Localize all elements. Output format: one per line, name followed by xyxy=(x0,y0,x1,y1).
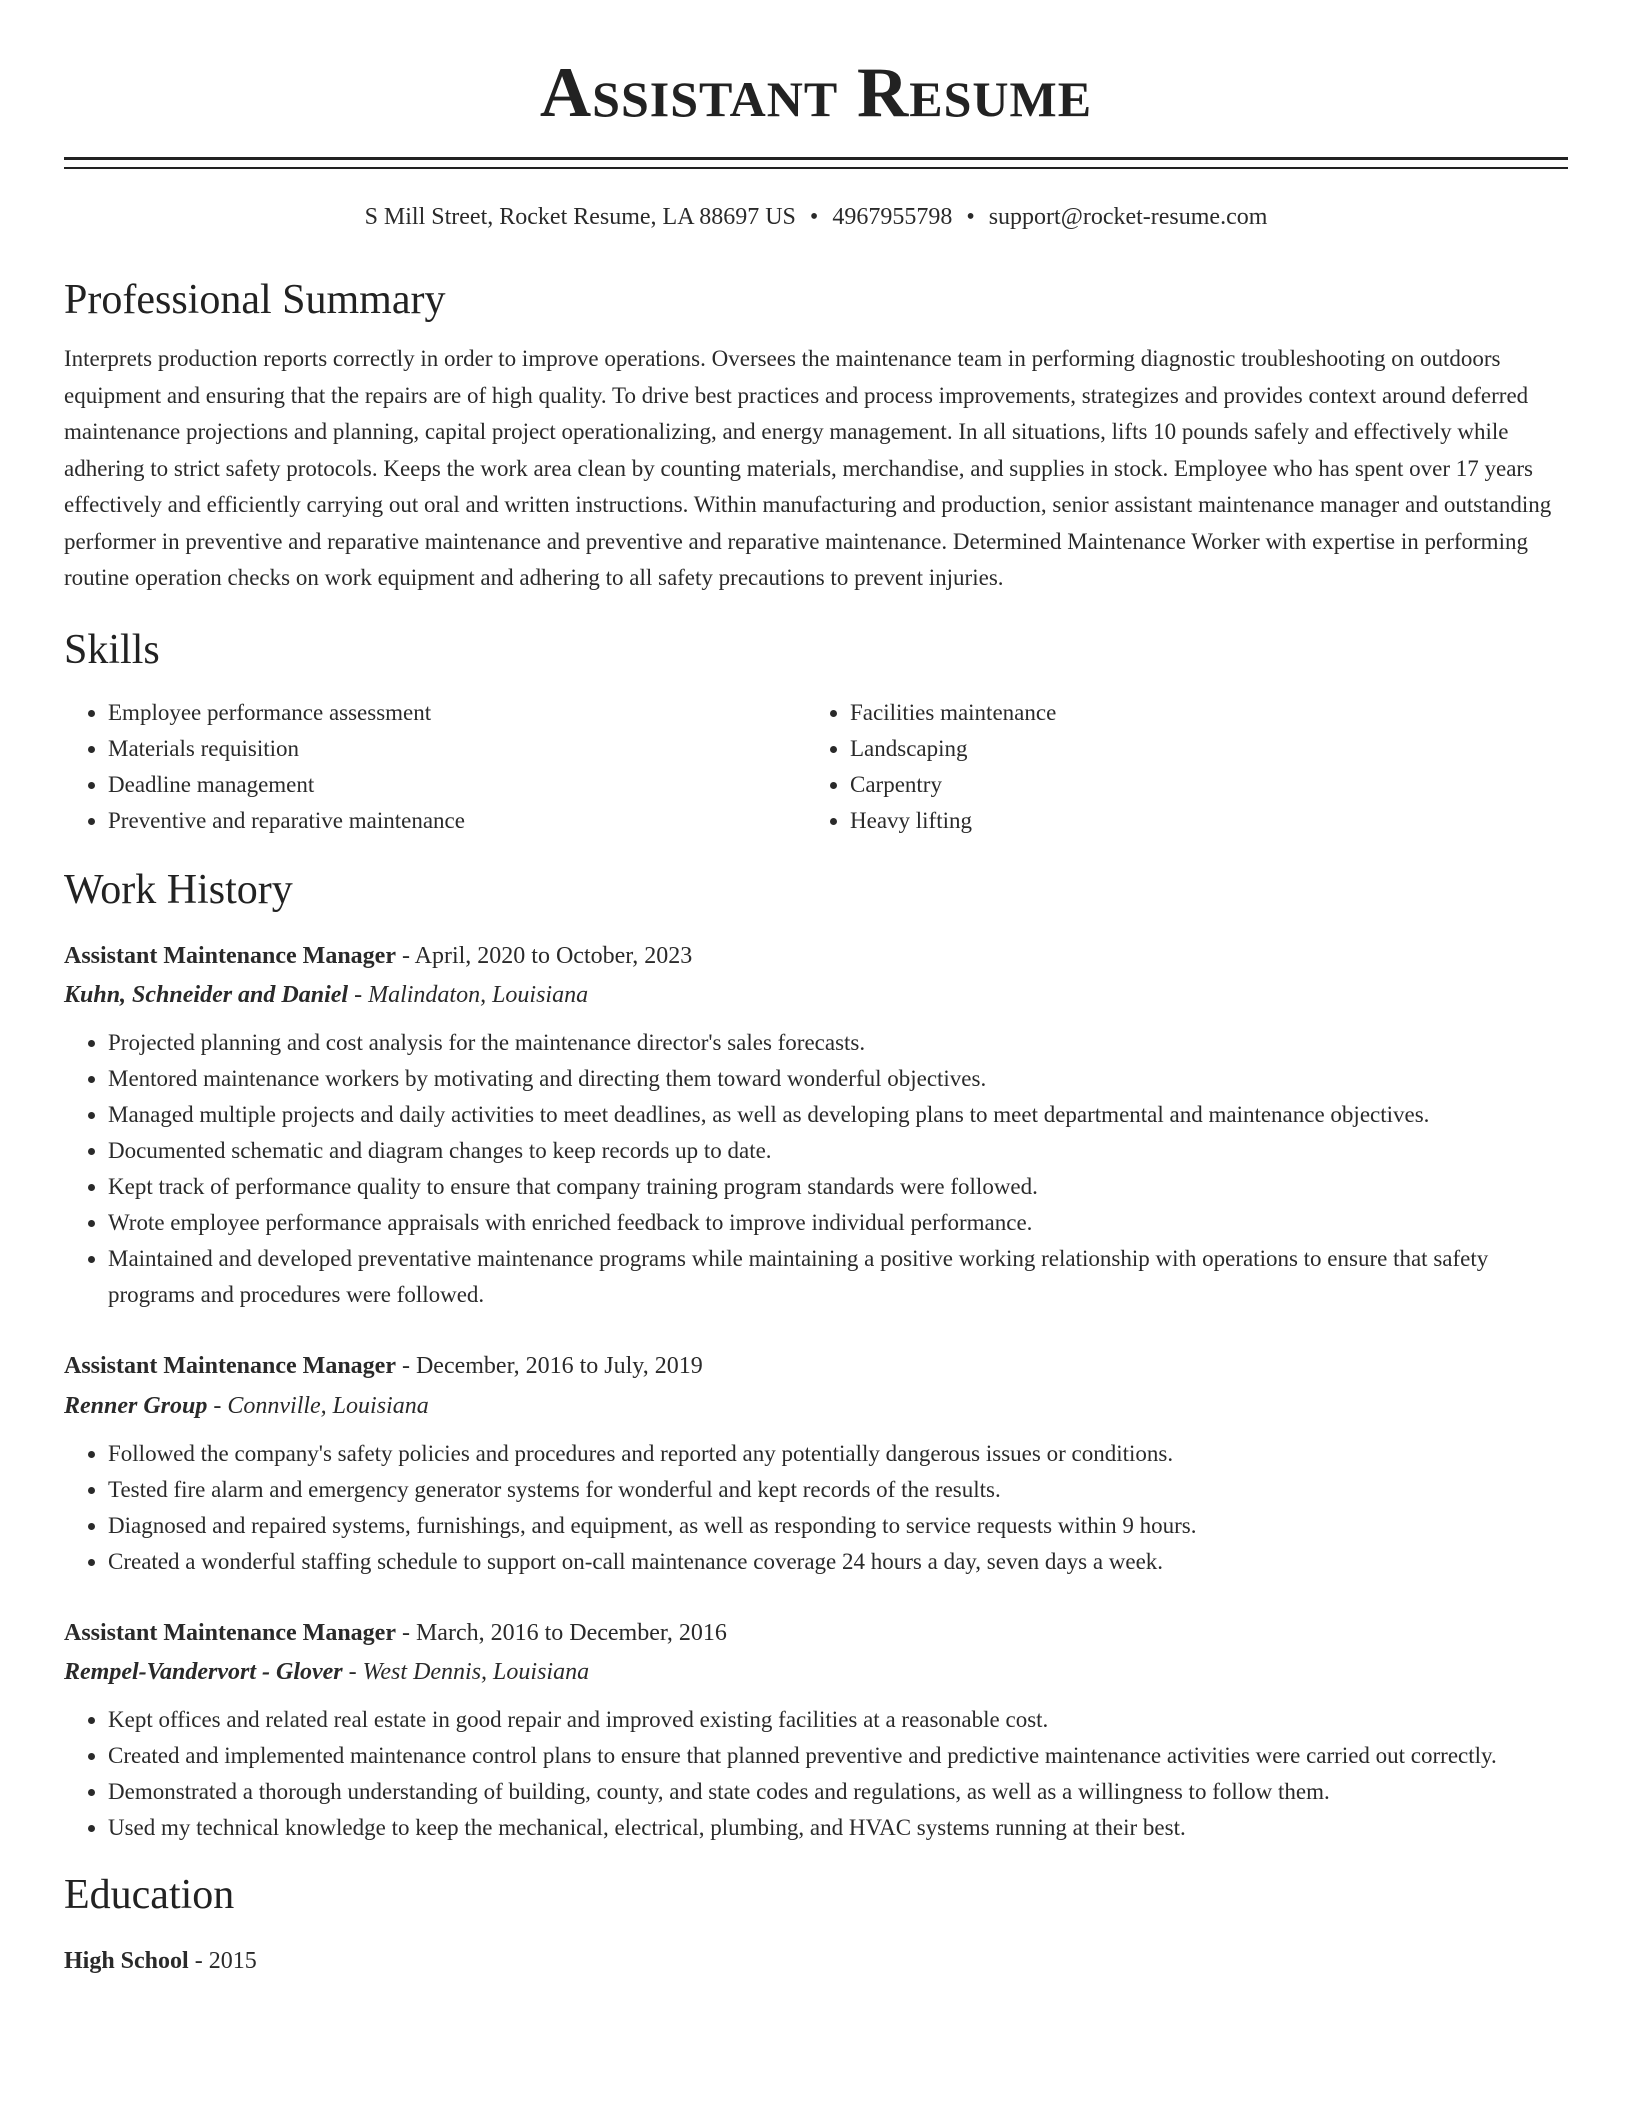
contact-address: S Mill Street, Rocket Resume, LA 88697 US xyxy=(364,204,796,230)
job-title-line xyxy=(64,1351,1568,1382)
resume-title: Assistant Resume xyxy=(539,54,1093,132)
skill-item: • Materials requisition xyxy=(108,731,806,767)
contact-phone: 4967955798 xyxy=(832,204,953,230)
job-bullet: • Documented schematic and diagram changes to keep records up to date. xyxy=(108,1133,1568,1169)
section-heading-skills: Skills xyxy=(64,626,160,673)
job-company: Renner Group xyxy=(64,1392,208,1419)
education-year: - 2015 xyxy=(188,1948,257,1975)
contact-line xyxy=(64,205,1568,229)
job-entry xyxy=(64,941,1568,1313)
job-bullets xyxy=(64,1436,1568,1580)
section-heading-work-history: Work History xyxy=(64,866,293,913)
skill-item: • Heavy lifting xyxy=(850,803,1548,839)
job-bullet: • Demonstrated a thorough understanding of building, county, and state codes and regulations, as well as a willingness to follow them. xyxy=(108,1774,1568,1810)
job-company-line xyxy=(64,1391,1568,1422)
job-bullet: • Used my technical knowledge to keep the mechanical, electrical, plumbing, and HVAC systems running at their best. xyxy=(108,1810,1568,1846)
job-title-line xyxy=(64,1618,1568,1649)
skill-item: • Preventive and reparative maintenance xyxy=(108,803,806,839)
job-company: Rempel-Vandervort - Glover xyxy=(64,1659,343,1685)
contact-separator: • xyxy=(809,204,819,230)
job-company-line xyxy=(64,980,1568,1011)
skills-column-right xyxy=(806,695,1548,839)
job-bullet: • Created a wonderful staffing schedule to support on-call maintenance coverage 24 hours a day, seven days a week. xyxy=(108,1544,1568,1580)
skill-item: • Deadline management xyxy=(108,767,806,803)
contact-separator: • xyxy=(966,204,975,230)
contact-email: support@rocket-resume.com xyxy=(988,204,1268,230)
job-bullets xyxy=(64,1025,1568,1313)
job-dates: - April, 2020 to October, 2023 xyxy=(395,943,693,970)
job-location: - West Dennis, Louisiana xyxy=(342,1659,590,1685)
job-bullet: • Maintained and developed preventative maintenance programs while maintaining a positive working relationship with operations to ensure that safety programs and procedures were followed. xyxy=(108,1241,1568,1313)
job-location: - Connville, Louisiana xyxy=(207,1392,429,1419)
job-dates: - December, 2016 to July, 2019 xyxy=(395,1353,703,1380)
job-bullet: • Mentored maintenance workers by motivating and directing them toward wonderful objectives. xyxy=(108,1061,1568,1097)
job-bullets xyxy=(64,1702,1568,1846)
job-bullet: • Tested fire alarm and emergency generator systems for wonderful and kept records of the results. xyxy=(108,1472,1568,1508)
job-bullet: • Created and implemented maintenance control plans to ensure that planned preventive and predictive maintenance activities were carried out correctly. xyxy=(108,1738,1568,1774)
summary-text: Interprets production reports correctly in order to improve operations. Oversees the maintenance team in performing diagnostic troubleshooting on outdoors equipment and ensuring that the repairs are of high quality. To drive best practices and process improvements, strategizes and provides context around deferred maintenance projections and planning, capital project operationalizing, and energy management. In all situations, lifts 10 pounds safely and effectively while adhering to strict safety protocols. Keeps the work area clean by counting materials, merchandise, and supplies in stock. Employee who has spent over 17 years effectively and efficiently carrying out oral and written instructions. Within manufacturing and production, senior assistant maintenance manager and outstanding performer in preventive and reparative maintenance and preventive and reparative maintenance. Determined Maintenance Worker with expertise in performing routine operation checks on work equipment and adhering to all safety precautions to prevent injuries. xyxy=(64,346,1552,591)
section-heading-summary: Professional Summary xyxy=(64,277,446,323)
job-bullet: • Projected planning and cost analysis for the maintenance director's sales forecasts. xyxy=(108,1025,1568,1061)
job-title: Assistant Maintenance Manager xyxy=(64,1353,396,1380)
job-bullet: • Kept offices and related real estate in good repair and improved existing facilities at a reasonable cost. xyxy=(108,1702,1568,1738)
job-title-line xyxy=(64,941,1568,972)
job-location: - Malindaton, Louisiana xyxy=(348,982,589,1009)
education-entry xyxy=(64,1946,1568,1977)
job-bullet: • Followed the company's safety policies and procedures and reported any potentially dangerous issues or conditions. xyxy=(108,1436,1568,1472)
job-bullet: • Diagnosed and repaired systems, furnishings, and equipment, as well as responding to service requests within 9 hours. xyxy=(108,1508,1568,1544)
job-bullet: • Wrote employee performance appraisals with enriched feedback to improve individual performance. xyxy=(108,1205,1568,1241)
skill-item: • Employee performance assessment xyxy=(108,695,806,731)
job-dates: - March, 2016 to December, 2016 xyxy=(395,1619,727,1646)
skill-item: • Carpentry xyxy=(850,767,1548,803)
title-divider-thin xyxy=(64,167,1568,169)
education-degree: High School xyxy=(64,1948,189,1975)
job-entry xyxy=(64,1618,1568,1846)
job-bullet: • Managed multiple projects and daily activities to meet deadlines, as well as developing plans to meet departmental and maintenance objectives. xyxy=(108,1097,1568,1133)
skills-column-left xyxy=(64,695,806,839)
section-heading-education: Education xyxy=(64,1872,235,1919)
job-title: Assistant Maintenance Manager xyxy=(64,1619,396,1646)
skills-list xyxy=(64,695,1568,839)
job-title: Assistant Maintenance Manager xyxy=(64,943,396,970)
job-company-line xyxy=(64,1657,1568,1688)
skill-item: • Landscaping xyxy=(850,731,1548,767)
job-bullet: • Kept track of performance quality to ensure that company training program standards were followed. xyxy=(108,1169,1568,1205)
job-entry xyxy=(64,1351,1568,1579)
job-company: Kuhn, Schneider and Daniel xyxy=(64,982,349,1009)
skill-item: • Facilities maintenance xyxy=(850,695,1548,731)
title-divider-thick xyxy=(64,157,1568,160)
